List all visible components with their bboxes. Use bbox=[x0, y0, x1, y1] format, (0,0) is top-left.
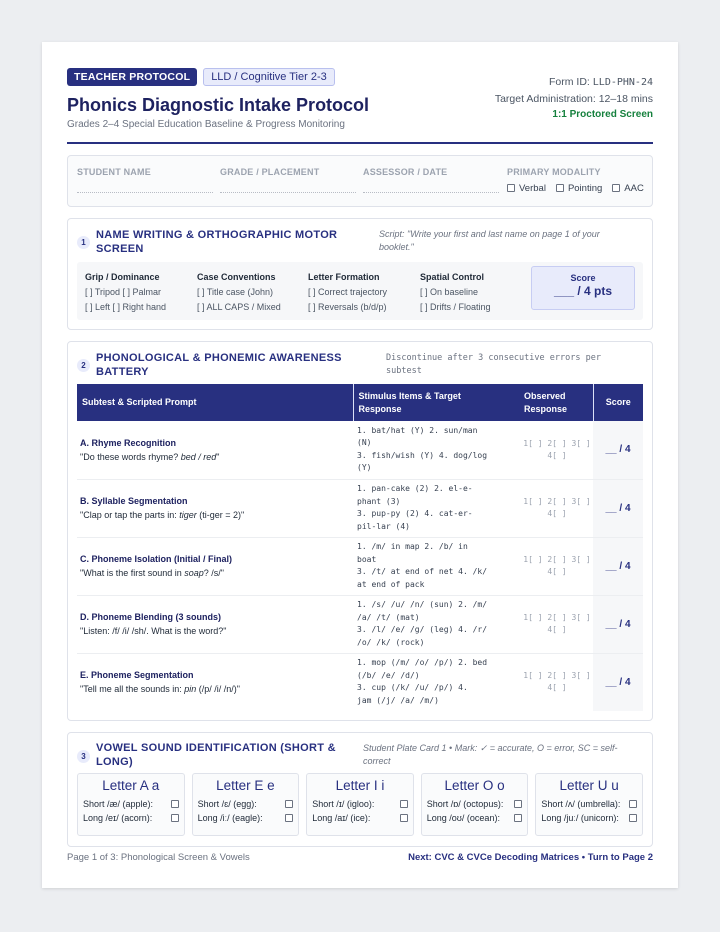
stimulus-line: (/b/ /e/ /d/) bbox=[357, 670, 420, 680]
subtest-name: D. Phoneme Blending (3 sounds) bbox=[80, 612, 222, 622]
section-note bbox=[379, 228, 600, 254]
prompt-text: "Listen: /f/ /i/ /sh/. What is the word?" bbox=[80, 626, 227, 636]
long-vowel-label: Long /juː/ (unicorn): bbox=[541, 813, 619, 823]
checkbox-option[interactable]: [ ] Tripod [ ] Palmar bbox=[85, 287, 162, 297]
modality-option-label: Verbal bbox=[519, 183, 546, 194]
prompt-text: "Tell me all the sounds in: bbox=[80, 684, 185, 695]
observation-column bbox=[85, 270, 166, 315]
observed-cell[interactable] bbox=[521, 479, 593, 537]
stimulus-cell bbox=[353, 479, 521, 537]
stimulus-line: 3. fish/wish (Y) 4. dog/log bbox=[357, 450, 488, 460]
observation-column bbox=[420, 270, 491, 315]
subtest-name: B. Syllable Segmentation bbox=[80, 496, 188, 506]
score-label: Score bbox=[570, 273, 596, 283]
page-title: Phonics Diagnostic Intake Protocol bbox=[67, 95, 370, 115]
header-meta bbox=[495, 74, 653, 123]
subtest-cell bbox=[77, 653, 353, 711]
section-note bbox=[363, 742, 618, 768]
modality-label: PRIMARY MODALITY bbox=[507, 167, 601, 177]
short-vowel-label: Short /ʌ/ (umbrella): bbox=[541, 799, 621, 809]
section-note-line: subtest bbox=[386, 366, 422, 376]
vowel-letter: Letter I i bbox=[335, 778, 385, 793]
stimulus-line: (Y) bbox=[357, 463, 372, 473]
vowel-letter: Letter O o bbox=[444, 778, 505, 793]
table-body bbox=[77, 421, 643, 711]
vowel-letter: Letter U u bbox=[559, 778, 619, 793]
prompt-text: "Clap or tap the parts in: bbox=[80, 510, 180, 520]
header-line: Response bbox=[524, 403, 568, 414]
section-title bbox=[96, 741, 336, 769]
tier-badge: LLD / Cognitive Tier 2-3 bbox=[203, 68, 335, 86]
stimulus-cell bbox=[353, 537, 521, 595]
header-score: Score bbox=[593, 384, 643, 421]
score-cell[interactable]: __ / 4 bbox=[593, 479, 643, 537]
table-row bbox=[77, 479, 643, 537]
form-id bbox=[495, 74, 653, 91]
vowel-letter: Letter E e bbox=[216, 778, 275, 793]
header-left bbox=[67, 68, 369, 130]
section-note-line: Script: "Write your first and last name on page 1 of your bbox=[379, 229, 600, 239]
checkbox-icon[interactable] bbox=[629, 800, 637, 808]
column-heading: Grip / Dominance bbox=[85, 272, 160, 282]
prompt-text: " bbox=[216, 451, 220, 462]
checkbox-icon[interactable] bbox=[285, 814, 293, 822]
checkbox-icon[interactable] bbox=[400, 814, 408, 822]
prompt-text: ? /s/" bbox=[203, 568, 224, 578]
checkbox-option[interactable]: [ ] Drifts / Floating bbox=[420, 302, 491, 312]
stimulus-line: pil-lar (4) bbox=[357, 521, 410, 531]
modality-option[interactable] bbox=[612, 183, 644, 194]
section-title-line: VOWEL SOUND IDENTIFICATION (SHORT & bbox=[96, 742, 336, 754]
score-cell[interactable]: __ / 4 bbox=[593, 595, 643, 653]
stimulus-line: 1. /m/ in map 2. /b/ in bbox=[357, 542, 468, 551]
subtest-cell bbox=[77, 479, 353, 537]
stimulus-line: /o/ /k/ (rock) bbox=[357, 637, 425, 647]
subtest-cell bbox=[77, 537, 353, 595]
stimulus-line: 3. cup (/k/ /u/ /p/) 4. bbox=[357, 683, 468, 693]
header-observed bbox=[521, 384, 593, 421]
section-title-line: SCREEN bbox=[96, 243, 144, 255]
checkbox-icon[interactable] bbox=[514, 814, 522, 822]
stimulus-line: at end of pack bbox=[357, 579, 425, 589]
long-vowel-row bbox=[427, 813, 523, 823]
subtest-name: A. Rhyme Recognition bbox=[80, 437, 177, 448]
table-row bbox=[77, 537, 643, 595]
checkbox-icon[interactable] bbox=[171, 800, 179, 808]
modality-option-label: Pointing bbox=[567, 183, 603, 194]
column-heading: Case Conventions bbox=[197, 272, 276, 282]
subtest-prompt bbox=[80, 508, 353, 522]
table-header-row bbox=[77, 384, 643, 421]
vowel-cards bbox=[77, 773, 643, 836]
short-vowel-label: Short /ɪ/ (igloo): bbox=[312, 799, 375, 809]
vowel-card bbox=[77, 773, 185, 836]
observed-checkboxes[interactable]: 1[ ] 2[ ] 3[ ] bbox=[523, 438, 591, 448]
table-row bbox=[77, 595, 643, 653]
header-line: Response bbox=[358, 403, 402, 414]
section-note-line: Discontinue after 3 consecutive errors per bbox=[386, 353, 601, 363]
column-heading: Spatial Control bbox=[420, 272, 485, 282]
section-note bbox=[386, 352, 601, 378]
header-rule bbox=[67, 142, 653, 144]
prompt-target: pin bbox=[184, 684, 197, 695]
prompt-target: soap bbox=[184, 568, 204, 578]
checkbox-option[interactable]: [ ] Reversals (b/d/p) bbox=[308, 302, 387, 312]
assessor-field[interactable] bbox=[363, 167, 499, 193]
subtest-name: C. Phoneme Isolation (Initial / Final) bbox=[80, 554, 233, 564]
observation-grid bbox=[77, 262, 643, 320]
modality-option-label: AAC bbox=[624, 183, 644, 194]
subtest-name: E. Phoneme Segmentation bbox=[80, 670, 194, 681]
checkbox-option[interactable]: [ ] Correct trajectory bbox=[308, 287, 388, 297]
grade-label: GRADE / PLACEMENT bbox=[220, 167, 320, 177]
stimulus-line: 1. mop (/m/ /o/ /p/) 2. bed bbox=[357, 658, 488, 668]
protocol-page bbox=[42, 42, 678, 888]
observed-checkboxes[interactable]: 1[ ] 2[ ] 3[ ] bbox=[523, 613, 591, 622]
score-value[interactable]: ___ / 4 pts bbox=[553, 284, 613, 298]
form-id-value: LLD-PHN-24 bbox=[592, 77, 653, 88]
observation-column bbox=[308, 270, 387, 315]
short-vowel-label: Short /ɒ/ (octopus): bbox=[426, 799, 504, 809]
vowel-card bbox=[535, 773, 643, 836]
modality-options bbox=[507, 183, 644, 194]
checkbox-icon[interactable] bbox=[171, 814, 179, 822]
vowel-card bbox=[421, 773, 529, 836]
checkbox-icon[interactable] bbox=[507, 184, 515, 192]
prompt-target: tiger bbox=[179, 510, 197, 520]
short-vowel-row bbox=[312, 799, 408, 809]
short-vowel-row bbox=[83, 799, 179, 809]
short-vowel-row bbox=[198, 799, 294, 809]
grade-field[interactable] bbox=[220, 167, 356, 193]
assessor-label: ASSESSOR / DATE bbox=[363, 167, 448, 177]
protocol-badge: TEACHER PROTOCOL bbox=[67, 68, 197, 86]
observed-cell[interactable] bbox=[521, 537, 593, 595]
checkbox-icon[interactable] bbox=[514, 800, 522, 808]
badges bbox=[67, 68, 369, 86]
long-vowel-label: Long /eɪ/ (acorn): bbox=[83, 813, 153, 823]
score-cell[interactable]: __ / 4 bbox=[593, 421, 643, 479]
modality-option[interactable] bbox=[556, 183, 602, 194]
section-number: 3 bbox=[77, 750, 90, 763]
observed-checkboxes[interactable]: 1[ ] 2[ ] 3[ ] bbox=[523, 497, 591, 506]
subtest-prompt bbox=[80, 624, 353, 638]
observation-column bbox=[197, 270, 281, 315]
short-vowel-label: Short /ɛ/ (egg): bbox=[197, 799, 257, 809]
stimulus-line: 1. bat/hat (Y) 2. sun/man bbox=[357, 425, 478, 435]
header-subtest: Subtest & Scripted Prompt bbox=[77, 384, 353, 421]
vowel-card bbox=[306, 773, 414, 836]
section-title-line: NAME WRITING & ORTHOGRAPHIC MOTOR bbox=[96, 229, 338, 241]
footer-page-info: Page 1 of 3: Phonological Screen & Vowels bbox=[67, 852, 250, 863]
modality-option[interactable] bbox=[507, 183, 546, 194]
observed-checkboxes[interactable]: 4[ ] bbox=[547, 450, 567, 460]
prompt-target: bed / red bbox=[180, 451, 217, 462]
header-line: Observed bbox=[524, 390, 566, 401]
footer-next-link[interactable]: Next: CVC & CVCe Decoding Matrices • Turn to Page 2 bbox=[408, 852, 653, 863]
stimulus-line: 1. pan-cake (2) 2. el-e- bbox=[357, 484, 473, 493]
student-name-label: STUDENT NAME bbox=[77, 167, 151, 177]
subtest-cell bbox=[77, 595, 353, 653]
observed-checkboxes[interactable]: 4[ ] bbox=[547, 683, 567, 693]
header bbox=[67, 68, 653, 140]
vowel-letter: Letter A a bbox=[102, 778, 160, 793]
grade-line[interactable] bbox=[220, 192, 356, 193]
header-line: Stimulus Items & Target bbox=[358, 390, 461, 401]
student-name-line[interactable] bbox=[77, 192, 213, 193]
stimulus-line: 3. /l/ /e/ /g/ (leg) 4. /r/ bbox=[357, 625, 488, 634]
checkbox-icon[interactable] bbox=[400, 800, 408, 808]
short-vowel-row bbox=[541, 799, 637, 809]
long-vowel-label: Long /iː/ (eagle): bbox=[197, 813, 263, 823]
stimulus-line: jam (/j/ /a/ /m/) bbox=[357, 695, 439, 705]
short-vowel-label: Short /æ/ (apple): bbox=[83, 799, 154, 809]
checkbox-option[interactable]: [ ] On baseline bbox=[420, 287, 479, 297]
section-vowel-identification bbox=[67, 732, 653, 847]
stimulus-line: 1. /s/ /u/ /n/ (sun) 2. /m/ bbox=[357, 600, 488, 609]
score-cell[interactable]: __ / 4 bbox=[593, 653, 643, 711]
observed-cell[interactable] bbox=[521, 653, 593, 711]
subtest-prompt bbox=[80, 682, 353, 696]
section-note-line: booklet." bbox=[379, 242, 414, 252]
assessor-line[interactable] bbox=[363, 192, 499, 193]
vowel-card bbox=[192, 773, 300, 836]
section-title-line: PHONOLOGICAL & PHONEMIC AWARENESS bbox=[96, 352, 342, 364]
header-stimulus bbox=[353, 384, 521, 421]
long-vowel-label: Long /aɪ/ (ice): bbox=[312, 813, 371, 823]
long-vowel-row bbox=[83, 813, 179, 823]
stimulus-line: boat bbox=[357, 554, 377, 564]
prompt-text: (ti-ger = 2)" bbox=[196, 510, 245, 520]
long-vowel-row bbox=[198, 813, 294, 823]
table-row bbox=[77, 653, 643, 711]
subtest-prompt bbox=[80, 566, 353, 580]
long-vowel-row bbox=[541, 813, 637, 823]
checkbox-option[interactable]: [ ] Title case (John) bbox=[197, 287, 274, 297]
score-box[interactable] bbox=[531, 266, 635, 310]
modality-field bbox=[507, 167, 644, 194]
page-subtitle: Grades 2–4 Special Education Baseline & Progress Monitoring bbox=[67, 119, 345, 130]
student-name-field[interactable] bbox=[77, 167, 213, 193]
section-number: 2 bbox=[77, 359, 90, 372]
checkbox-icon[interactable] bbox=[556, 184, 564, 192]
observed-checkboxes[interactable]: 4[ ] bbox=[547, 567, 567, 576]
checkbox-icon[interactable] bbox=[285, 800, 293, 808]
observed-checkboxes[interactable]: 1[ ] 2[ ] 3[ ] bbox=[523, 671, 591, 681]
stimulus-line: (N) bbox=[357, 438, 372, 448]
section-title bbox=[96, 228, 337, 256]
stimulus-cell bbox=[353, 421, 521, 479]
subtest-prompt bbox=[80, 450, 353, 464]
checkbox-option[interactable]: [ ] Left [ ] Right hand bbox=[85, 302, 167, 312]
subtest-cell bbox=[77, 421, 353, 479]
column-heading: Letter Formation bbox=[308, 272, 380, 282]
checkbox-option[interactable]: [ ] ALL CAPS / Mixed bbox=[197, 302, 281, 312]
stimulus-line: phant (3) bbox=[357, 496, 401, 506]
section-note-line: correct bbox=[363, 756, 391, 766]
section-note-line: Student Plate Card 1 • Mark: ✓ = accurate, O = error, SC = self- bbox=[363, 743, 618, 753]
observed-checkboxes[interactable]: 4[ ] bbox=[547, 509, 567, 518]
long-vowel-label: Long /oʊ/ (ocean): bbox=[426, 813, 500, 823]
stimulus-line: 3. pup-py (2) 4. cat-er- bbox=[357, 509, 473, 518]
observed-cell[interactable] bbox=[521, 595, 593, 653]
student-info-panel bbox=[67, 155, 653, 207]
observed-cell[interactable] bbox=[521, 421, 593, 479]
checkbox-icon[interactable] bbox=[629, 814, 637, 822]
stimulus-line: /a/ /t/ (mat) bbox=[357, 612, 420, 622]
proctored-label: 1:1 Proctored Screen bbox=[552, 109, 653, 120]
page-content bbox=[67, 68, 653, 847]
table-row bbox=[77, 421, 643, 479]
section-title-line: BATTERY bbox=[96, 366, 149, 378]
observed-checkboxes[interactable]: 1[ ] 2[ ] 3[ ] bbox=[523, 555, 591, 564]
section-title bbox=[96, 351, 342, 379]
target-administration: Target Administration: 12–18 mins bbox=[494, 93, 653, 105]
observed-checkboxes[interactable]: 4[ ] bbox=[547, 625, 567, 634]
battery-table bbox=[77, 384, 643, 711]
prompt-text: (/p/ /i/ /n/)" bbox=[196, 684, 240, 695]
section-name-writing bbox=[67, 218, 653, 330]
stimulus-line: 3. /t/ at end of net 4. /k/ bbox=[357, 567, 488, 576]
short-vowel-row bbox=[427, 799, 523, 809]
prompt-text: "Do these words rhyme? bbox=[80, 451, 181, 462]
stimulus-cell bbox=[353, 595, 521, 653]
section-number: 1 bbox=[77, 236, 90, 249]
form-id-label: Form ID: bbox=[549, 76, 590, 88]
section-phonological-battery bbox=[67, 341, 653, 721]
long-vowel-row bbox=[312, 813, 408, 823]
checkbox-icon[interactable] bbox=[612, 184, 620, 192]
section-title-line: LONG) bbox=[96, 756, 133, 768]
prompt-text: "What is the first sound in bbox=[80, 568, 185, 578]
stimulus-cell bbox=[353, 653, 521, 711]
score-cell[interactable]: __ / 4 bbox=[593, 537, 643, 595]
